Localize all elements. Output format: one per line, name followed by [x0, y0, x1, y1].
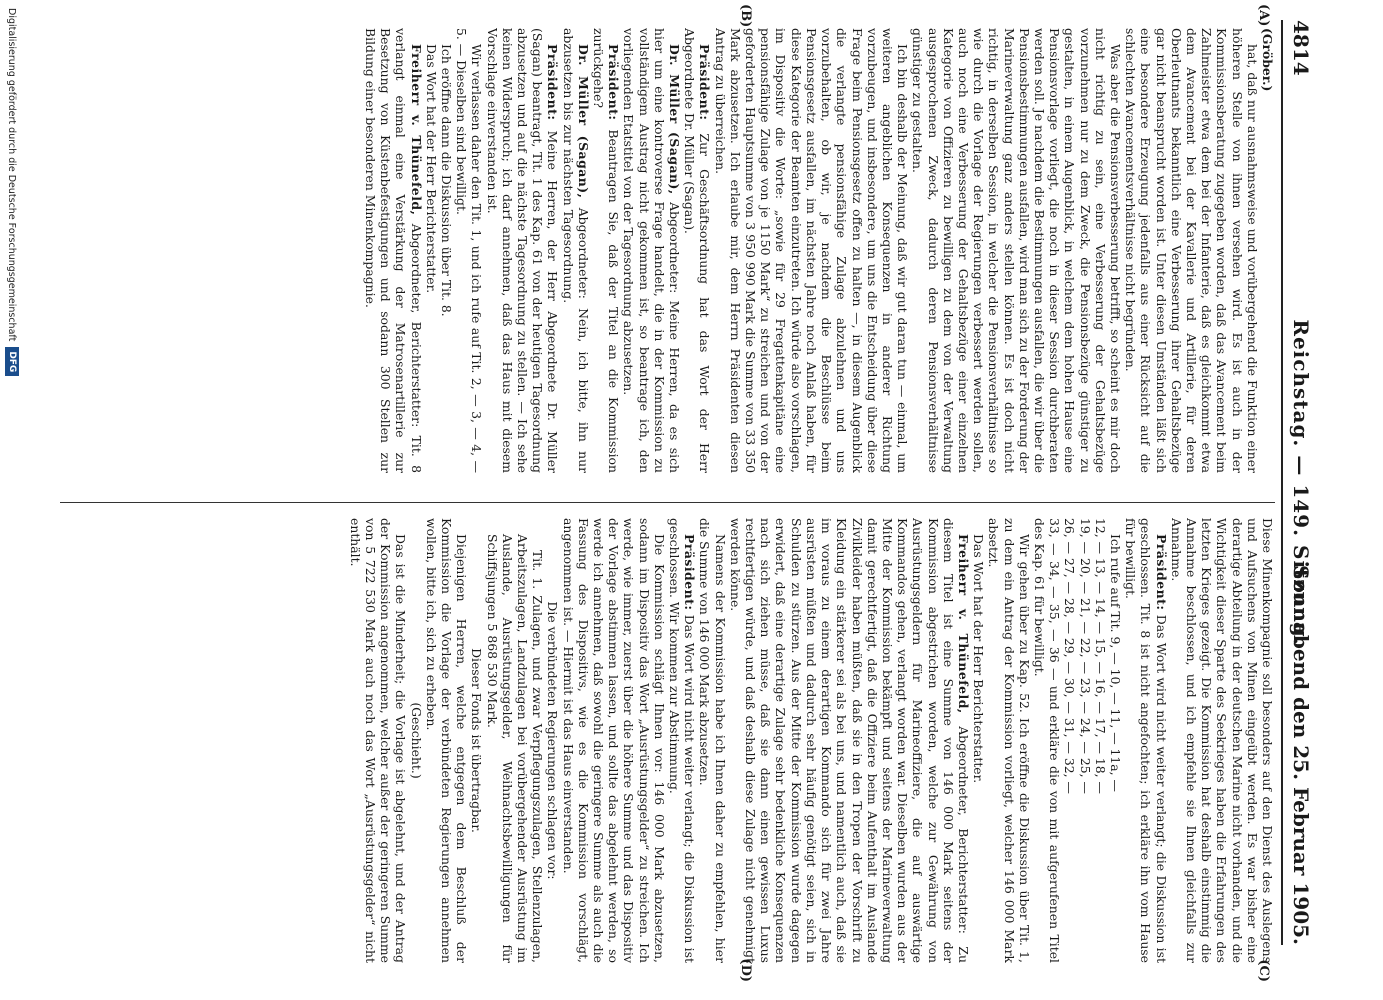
paragraph: Wir gehen über zu Kap. 52. Ich eröffne die Diskussion über Tit. 1, zu dem ein Antrag der Kommission vorliegt, welcher 146 000 Mark absetzt. [986, 518, 1032, 963]
margin-mark-d: (D) [738, 958, 753, 982]
speech-text: Abgeordneter: Meine Herren, da es sich hier um eine kontroverse Frage handelt, die in der Kommission zu vollständigem Austrag nicht gekommen ist, so beantrage ich, den vorliegenden Etatstitel von der Tagesordnung abzusetzen. [621, 28, 683, 473]
title-line: Ich rufe auf Tit. 9, — 10, — 11, — 11a, — [1107, 534, 1123, 792]
speaker-label: Präsident: [697, 44, 713, 121]
paragraph: hat, daß nur ausnahmsweise und vorübergehend die Funktion einer höheren Stelle von ihnen versehen wird. Es ist auch in der Kommissionsberatung zugegeben worden, daß das Avancement beim Zahlmeister etwa dem bei der Infanterie, daß es gleichkommt etwa dem Avancement bei der Kavallerie und Artillerie, für deren Oberleutnants bekanntlich eine Verbesserung ihrer Gehaltsbezüge gar nicht beansprucht worden ist. Unter diesen Umständen läßt sich eine besondere Erzeugung jedenfalls aus einer Rücksicht auf die schlechten Avancementsverhältnisse nicht begründen. [1123, 28, 1260, 473]
margin-mark-a: (A) [1256, 4, 1271, 27]
speaker-label: Präsident: [1153, 534, 1169, 611]
paragraph: Was aber die Pensionsverbesserung betrifft, so scheint es mir doch nicht richtig zu sein, eine Verbesserung der Gehaltsbezüge vorzunehmen nur zu dem Zweck, die Pensionsbezüge günstiger zu gestalten, in einem Augenblick, in welchem dem hohen Hause eine Pensionsvorlage vorliegt, die noch in dieser Session durchberaten werden soll. Je nachdem die Bestimmungen ausfallen, die wir über die Pensionsbestimmungen ausfallen, wird man sich zu der Forderung der Marineverwaltung ganz anders stellen können. Es ist doch nicht richtig, in derselben Session, in welcher die Pensionsverhältnisse so wie durch die Vorlage der Regierungen verbessert werden sollen, auch noch eine Verbesserung der Gehaltsbezüge einer einzelnen Kategorie von Offizieren zu bewilligen zu dem von der Verwaltung ausgesprochenen Zweck, dadurch deren Pensionsverhältnisse günstiger zu gestalten. [910, 28, 1123, 473]
paragraph: Ich bin deshalb der Meinung, daß wir gut daran tun — einmal, um weiteren angeblichen Konsequenzen in anderer Richtung vorzubeugen, und insbesondere, um uns die Entscheidung über diese Frage beim Pensionsgesetz offen zu halten —, in diesem Augenblick die verlangte pensionsfähige Zulage abzulehnen und uns vorzubehalten, ob wir, je nachdem die Beschlüsse beim Pensionsgesetz ausfallen, im nächsten Jahre noch Anlaß haben, für diese Kategorie der Beamten einzutreten. Ich würde also vorschlagen, im Dispositiv die Worte: „sowie für 29 Fregattenkapitäne eine pensionsfähige Zulage von je 1150 Mark“ zu streichen und von der geforderten Hauptsumme von 3 950 990 Mark die Summe von 33 350 Mark abzusetzen. Ich erlaube mir, dem Herrn Präsidenten diesen Antrag zu überreichen. [712, 28, 911, 473]
proposal-line: Dieser Fonds ist übertragbar. [469, 648, 485, 833]
speaker-label: Präsident: [545, 44, 561, 121]
speaker-label: Freiherr v. Thünefeld, [955, 534, 971, 714]
speech-text: Das Wort wird nicht weiter verlangt; die Diskussion ist geschlossen. Wir kommen zur Abstimmung. [667, 518, 698, 963]
page-number: 4814 [1289, 20, 1313, 76]
title-line: 33, — 34, — 35, — 36 — und erkläre die von mit aufgerufenen Titel des Kap. 61 für bewilligt. [1031, 518, 1063, 963]
speaker-label: Freiherr v. Thünefeld, [408, 44, 424, 216]
speech [484, 28, 560, 473]
speaker-name: (Gröber.) [1260, 28, 1275, 92]
paragraph: Namens der Kommission habe ich Ihnen daher zu empfehlen, hier die Summe von 146 000 Mark abzusetzen. [697, 518, 728, 963]
column-divider [60, 502, 1275, 503]
paragraph: Das Wort hat der Herr Berichterstatter. [971, 534, 987, 784]
list-line: Ich eröffne dann die Diskussion über Tit. 8. [439, 44, 455, 317]
title-line: 19, — 20, — 21, — 22, — 23, — 24, — 25, — [1077, 518, 1093, 794]
paragraph: Die verbündeten Regierungen schlagen vor: [545, 601, 561, 880]
speech-text: Abgeordneter, Berichterstatter: Zu diesem Titel ist eine Summe von 146 000 Mark seitens der Kommission abgestrichen worden, welche zur Gewährung von Ausrüstungsgeldern für Marineoffiziere, die auf auswärtige Kommandos gehen, verlangt worden war. Dieselben wurden aus der Mitte der Kommission bekämpft und seitens der Marineverwaltung damit gerechtfertigt, daß die Offiziere beim Aufenthalt im Auslande Zivilkleider haben müßten, daß sie in den Tropen der Vorschrift zu Kleidung ein stärkerer sei als bei uns, und namentlich auch, daß sie im voraus zu einem derartigen Kommando sich für zwei Jahre ausrüsten müßten und dadurch sehr häufig genötigt seien, sich in Schulden zu stürzen. Aus der Mitte der Kommission wurde dagegen erwidert, daß eine derartige Zulage sehr bedenkliche Konsequenzen nach sich ziehen müsse, daß sie dann einen gewissen Luxus rechtfertigen würde, und daß deshalb diese Zulage nicht genehmigt werden könne. [727, 518, 971, 963]
footer-text: Digitalisierung gefördert durch die Deutsche Forschungsgemeinschaft [6, 8, 18, 342]
stage-direction: (Geschieht.) [408, 702, 424, 779]
speech [682, 28, 712, 473]
speech-text: Abgeordneter, Berichterstatter: Tit. 8 verlangt einmal eine Verstärkung der Matrosenartillerie zur Besetzung von Küstenbefestigungen und sodann 300 Stellen zur Bildung einer besonderen Minenkompagnie. [363, 28, 424, 473]
speech-text: Meine Herren, der Herr Abgeordnete Dr. Müller (Sagan) beantragt, Tit. 1 des Kap. 61 von der heutigen Tagesordnung abzusetzen und auf die nächste Tagesordnung zu stellen. — Ich sehe keinen Widerspruch; ich darf annehmen, daß das Haus mit diesem Vorschlage einverstanden ist. [484, 28, 561, 473]
paragraph: Die Kommission schlägt Ihnen vor: 146 000 Mark abzusetzen, sodann im Dispositiv das Wort „Ausrüstungsgelder“ zu streichen. Ich werde, wie immer, zuerst über die höhere Summe und das Dispositiv der Vorlage abstimmen lassen, und sollte das abgelehnt werden, so werde ich annehmen, daß sowohl die geringere Summe als auch die Fassung des Dispositivs, wie es die Kommission vorschlägt, angenommen ist. — Hiermit ist das Haus einverstanden. [560, 518, 667, 963]
speech [1123, 518, 1169, 963]
paragraph: Diese Minenkompagnie soll besonders auf den Dienst des Auslegens und Aufsuchens von Minen eingeübt werden. Es war bisher eine derartige Abteilung in der deutschen Marine nicht vorhanden, und die Wichtigkeit dieser Sparte des Seekrieges haben die Erfahrungen des letzten Krieges gezeigt. Die Kommission hat deshalb einstimmig die Annahme beschlossen, und ich empfehle sie Ihnen gleichfalls zur Annahme. [1168, 518, 1275, 963]
list-line: Das Wort hat der Herr Berichterstatter. [423, 44, 439, 294]
speech-text: Abgeordneter: Nein, ich bitte, ihn nur abzusetzen bis zur nächsten Tagesordnung. [560, 28, 591, 473]
margin-mark-c: (C) [1256, 959, 1271, 982]
list-line: Wir verlassen daher den Tit. 1, und ich rufe auf Tit. 2, — 3, — 4, — 5. — Dieselben sind bewilligt. [454, 28, 485, 473]
speech [363, 28, 424, 473]
right-column [60, 518, 1275, 963]
speaker-label: Dr. Müller (Sagan), [575, 44, 591, 199]
speech-text: Beantragen Sie, daß der Titel an die Kommission zurückgehe? [591, 28, 622, 473]
page-date: Sonnabend den 25. Februar 1905. [1289, 565, 1313, 945]
speech [621, 28, 682, 473]
speaker-label: Präsident: [606, 44, 622, 121]
speech [728, 518, 971, 963]
proposal-line: Tit. 1. Zulagen, und zwar Verpflegungszulagen, Stellenzulagen, Arbeitszulagen, Landzulagen bei vorübergehender Ausrüstung im Auslande, Ausrüstungsgelder, Weihnachtsbewilligungen für Schiffsjungen 5 868 530 Mark. [484, 534, 546, 963]
dfg-logo: DFG [5, 347, 19, 376]
title-line: 12, — 13, — 14, — 15, — 16, — 17, — 18, — [1092, 518, 1108, 794]
speech-text: Das Wort wird nicht weiter verlangt; die Diskussion ist geschlossen. Tit. 8 ist nicht angefochten; ich erkläre ihn vom Hause für bewilligt. [1123, 518, 1169, 963]
page-header [1281, 20, 1323, 945]
page-title: Reichstag. — 149. Sitzung. [1289, 319, 1313, 646]
speech [667, 518, 697, 963]
paragraph: Diejenigen Herren, welche entgegen dem Beschluß der Kommission die Vorlage der verbündeten Regierungen annehmen wollen, bitte ich, sich zu erheben. [423, 518, 470, 963]
speech-text: Zur Geschäftsordnung hat das Wort der Herr Abgeordnete Dr. Müller (Sagan). [682, 28, 713, 473]
speech [591, 28, 621, 473]
margin-mark-b: (B) [738, 4, 753, 28]
paragraph: Das ist die Minderheit; die Vorlage ist abgelehnt, und der Antrag der Kommission angenommen, welcher außer der geringeren Summe von 5 722 530 Mark auch noch das Wort „Ausrüstungsgelder“ nicht enthält. [347, 518, 409, 963]
title-line: 26, — 27, — 28, — 29, — 30, — 31, — 32, — [1062, 518, 1078, 794]
speaker-label: Präsident: [682, 534, 698, 611]
speaker-label: Dr. Müller (Sagan), [667, 44, 683, 195]
speech [560, 28, 590, 473]
digitization-footer [0, 0, 24, 1000]
left-column [60, 28, 1275, 473]
